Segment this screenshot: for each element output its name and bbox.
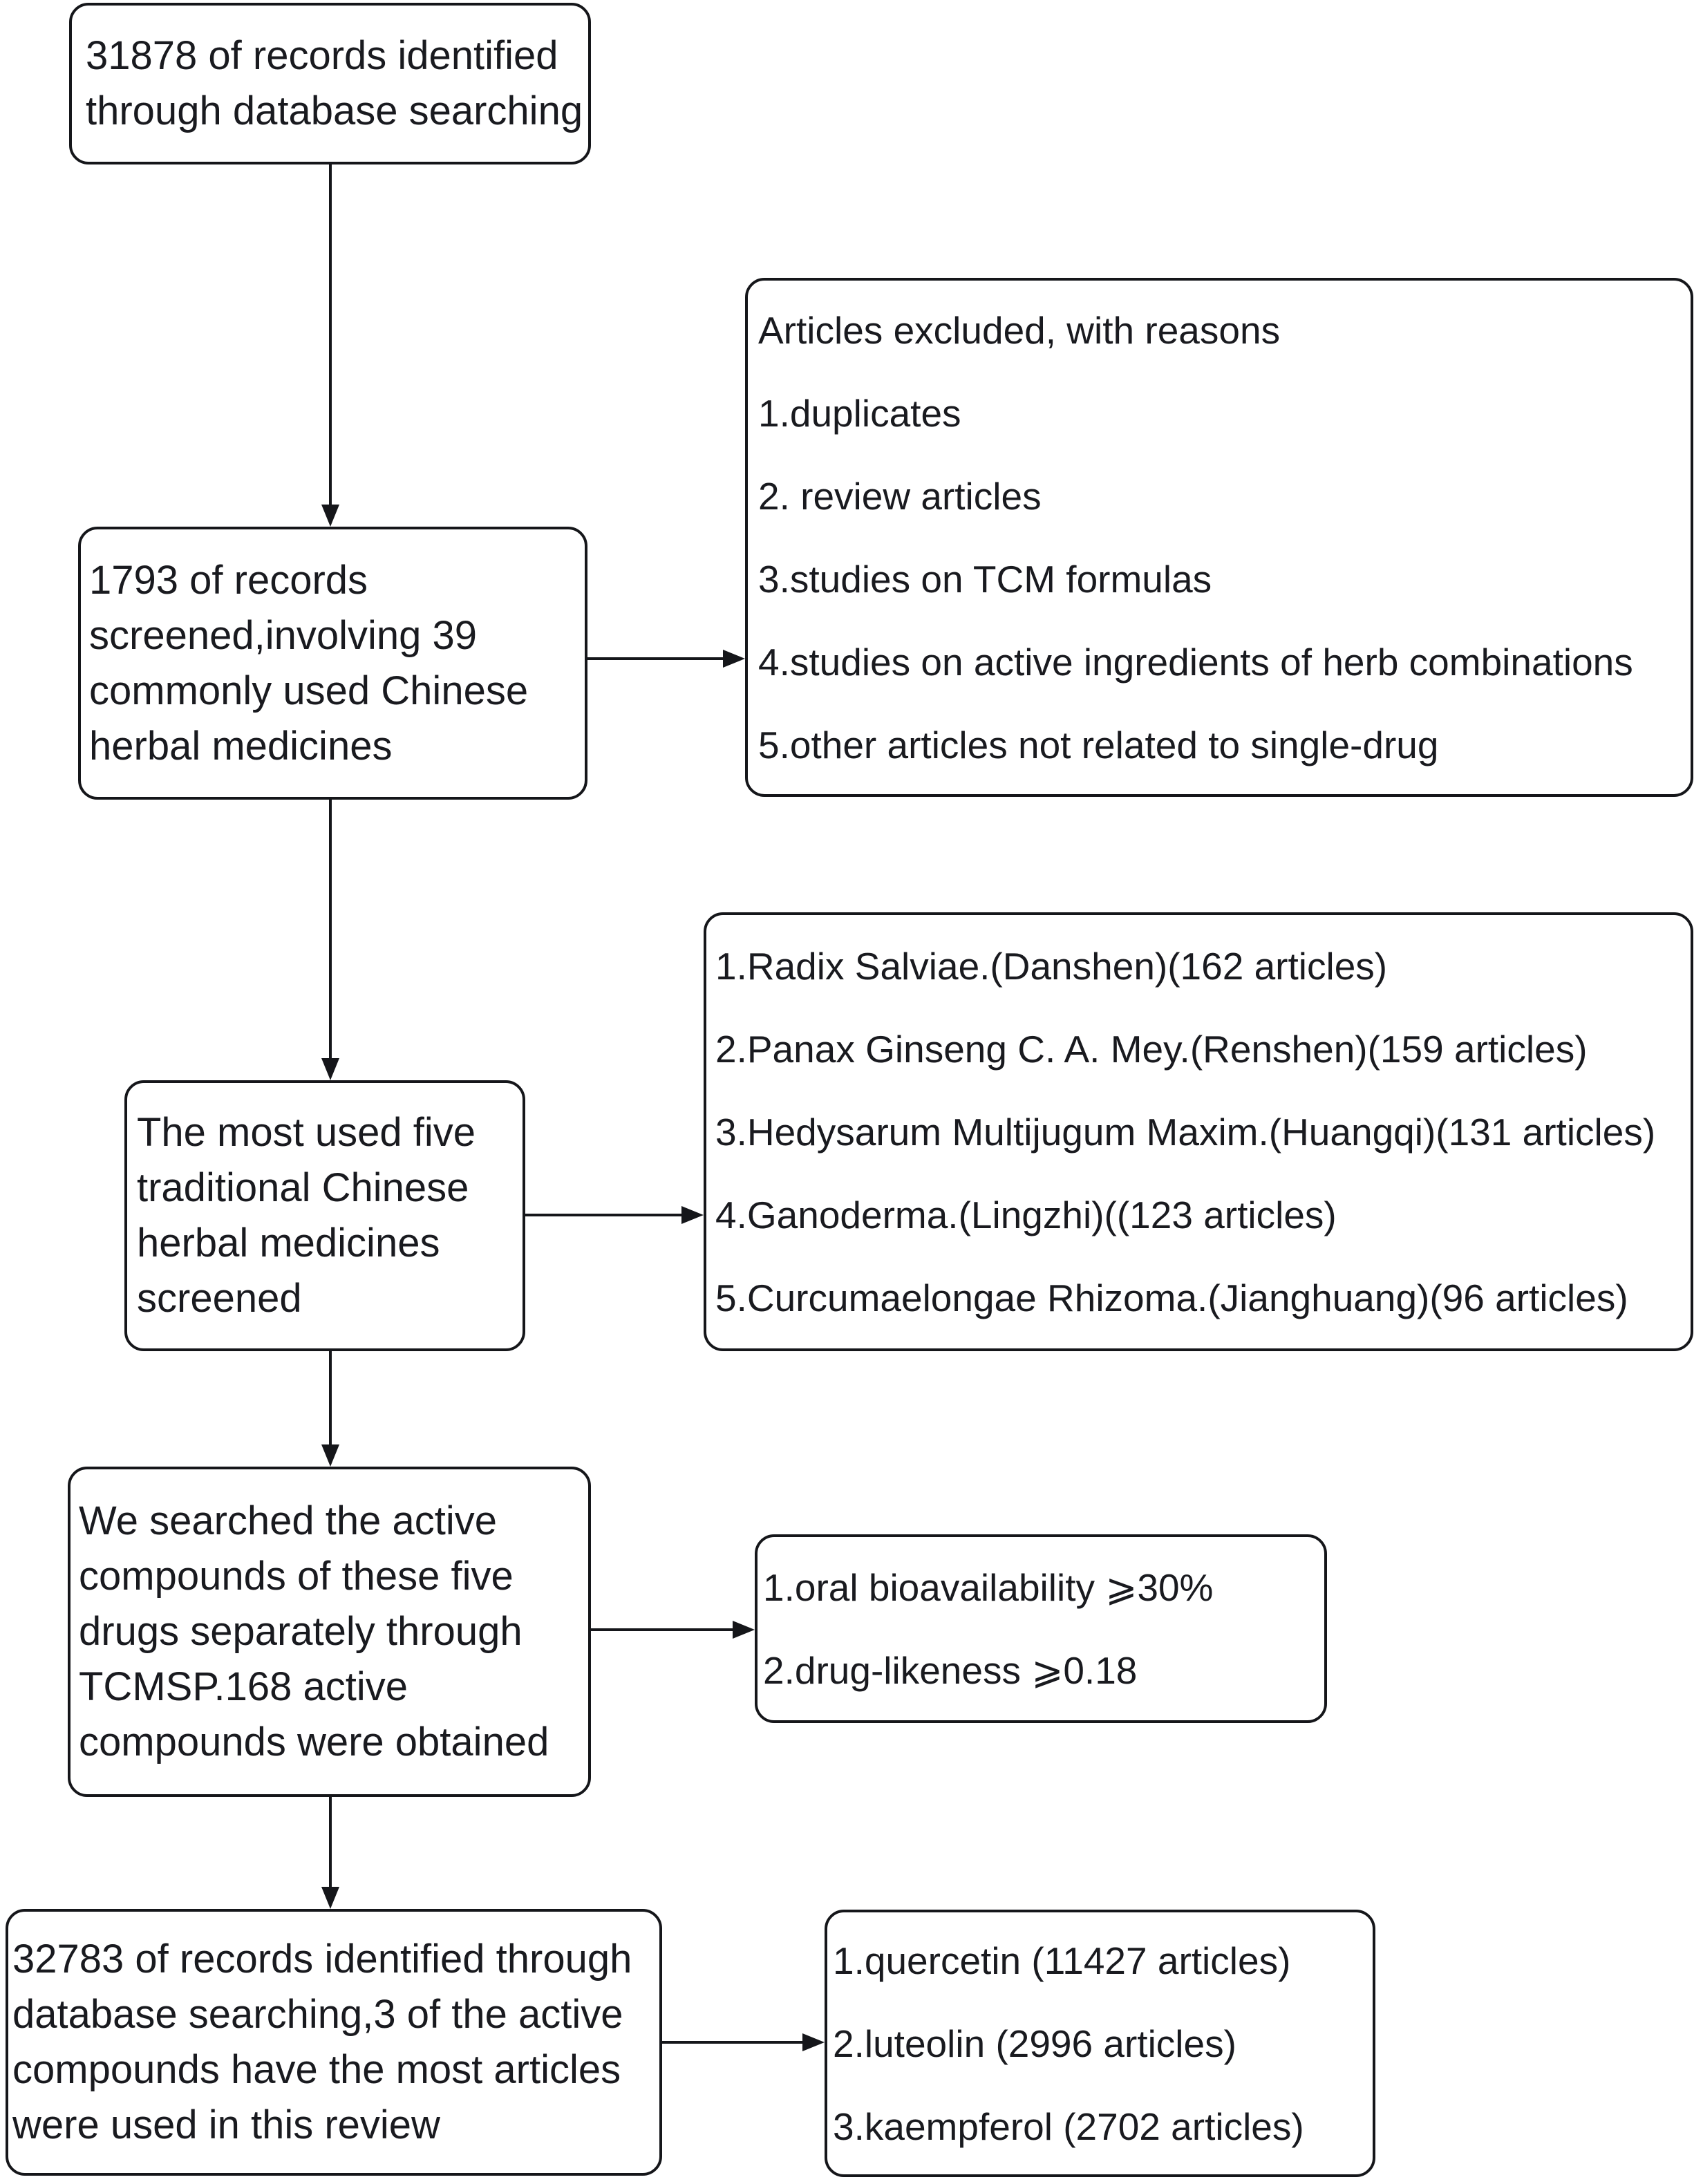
arrowhead-down-icon bbox=[321, 1444, 339, 1467]
top-five-herbs-text: screened bbox=[137, 1276, 302, 1321]
active-compounds-search-text: TCMSP.168 active bbox=[79, 1664, 408, 1709]
excluded-reason-text: 4.studies on active ingredients of herb combinations bbox=[758, 640, 1633, 684]
records-screened-box bbox=[78, 527, 587, 800]
arrowhead-down-icon bbox=[321, 1887, 339, 1909]
arrowhead-right-icon bbox=[681, 1206, 704, 1224]
arrow-top-five-to-herb-list bbox=[525, 1214, 683, 1216]
records-screened-text: herbal medicines bbox=[89, 723, 393, 769]
active-compounds-search-text: compounds of these five bbox=[79, 1554, 514, 1599]
excluded-reason-text: 2. review articles bbox=[758, 474, 1042, 518]
final-records-text: were used in this review bbox=[12, 2102, 440, 2147]
arrow-identified-to-screened bbox=[329, 164, 332, 505]
arrowhead-down-icon bbox=[321, 1058, 339, 1080]
articles-excluded-box bbox=[745, 278, 1693, 797]
active-compounds-search-text: drugs separately through bbox=[79, 1609, 523, 1654]
active-compounds-search-box bbox=[68, 1467, 591, 1797]
arrow-final-to-compounds bbox=[662, 2041, 804, 2044]
final-records-text: compounds have the most articles bbox=[12, 2047, 621, 2092]
herb-list-item: 3.Hedysarum Multijugum Maxim.(Huangqi)(131 articles) bbox=[715, 1110, 1656, 1154]
records-screened-text: commonly used Chinese bbox=[89, 668, 529, 713]
top-compound-item: 3.kaempferol (2702 articles) bbox=[833, 2105, 1304, 2148]
arrow-screened-to-excluded bbox=[587, 657, 724, 660]
herb-list-box bbox=[704, 912, 1693, 1351]
arrowhead-right-icon bbox=[733, 1621, 755, 1639]
final-records-text: 32783 of records identified through bbox=[12, 1937, 632, 1981]
herb-list-item: 4.Ganoderma.(Lingzhi)((123 articles) bbox=[715, 1193, 1337, 1236]
active-compounds-search-text: compounds were obtained bbox=[79, 1720, 549, 1764]
records-screened-text: screened,involving 39 bbox=[89, 612, 478, 658]
excluded-reason-text: 5.other articles not related to single-drug bbox=[758, 723, 1439, 766]
screening-criteria-text: 1.oral bioavailability ⩾30% bbox=[763, 1565, 1214, 1609]
top-five-herbs-text: herbal medicines bbox=[137, 1221, 440, 1265]
active-compounds-search-text: We searched the active bbox=[79, 1498, 498, 1543]
excluded-reason-text: 1.duplicates bbox=[758, 391, 961, 435]
herb-list-item: 5.Curcumaelongae Rhizoma.(Jianghuang)(96 articles) bbox=[715, 1276, 1628, 1319]
top-compound-item: 1.quercetin (11427 articles) bbox=[833, 1939, 1291, 1982]
top-five-herbs-box bbox=[124, 1080, 525, 1351]
arrowhead-down-icon bbox=[321, 505, 339, 527]
arrowhead-right-icon bbox=[723, 650, 745, 668]
final-records-text: database searching,3 of the active bbox=[12, 1992, 623, 2037]
screening-criteria-box bbox=[755, 1534, 1327, 1723]
top-five-herbs-text: traditional Chinese bbox=[137, 1165, 469, 1210]
records-identified-text: 31878 of records identified bbox=[86, 33, 558, 78]
final-records-box bbox=[6, 1909, 662, 2176]
records-identified-box bbox=[69, 3, 591, 164]
herb-list-item: 2.Panax Ginseng C. A. Mey.(Renshen)(159 articles) bbox=[715, 1027, 1588, 1071]
top-compound-item: 2.luteolin (2996 articles) bbox=[833, 2022, 1236, 2065]
screening-criteria-text: 2.drug-likeness ⩾0.18 bbox=[763, 1648, 1138, 1692]
arrow-tcmsp-to-final bbox=[329, 1797, 332, 1888]
herb-list-item: 1.Radix Salviae.(Danshen)(162 articles) bbox=[715, 944, 1388, 988]
arrow-screened-to-top-five bbox=[329, 800, 332, 1060]
top-five-herbs-text: The most used five bbox=[137, 1110, 476, 1155]
excluded-reason-text: 3.studies on TCM formulas bbox=[758, 557, 1212, 601]
records-identified-text: through database searching bbox=[86, 88, 583, 133]
excluded-reason-text: Articles excluded, with reasons bbox=[758, 308, 1281, 352]
arrowhead-right-icon bbox=[802, 2033, 825, 2051]
arrow-tcmsp-to-criteria bbox=[591, 1628, 734, 1631]
arrow-top-five-to-tcmsp bbox=[329, 1351, 332, 1446]
records-screened-text: 1793 of records bbox=[89, 557, 368, 603]
top-compounds-box bbox=[825, 1910, 1375, 2177]
